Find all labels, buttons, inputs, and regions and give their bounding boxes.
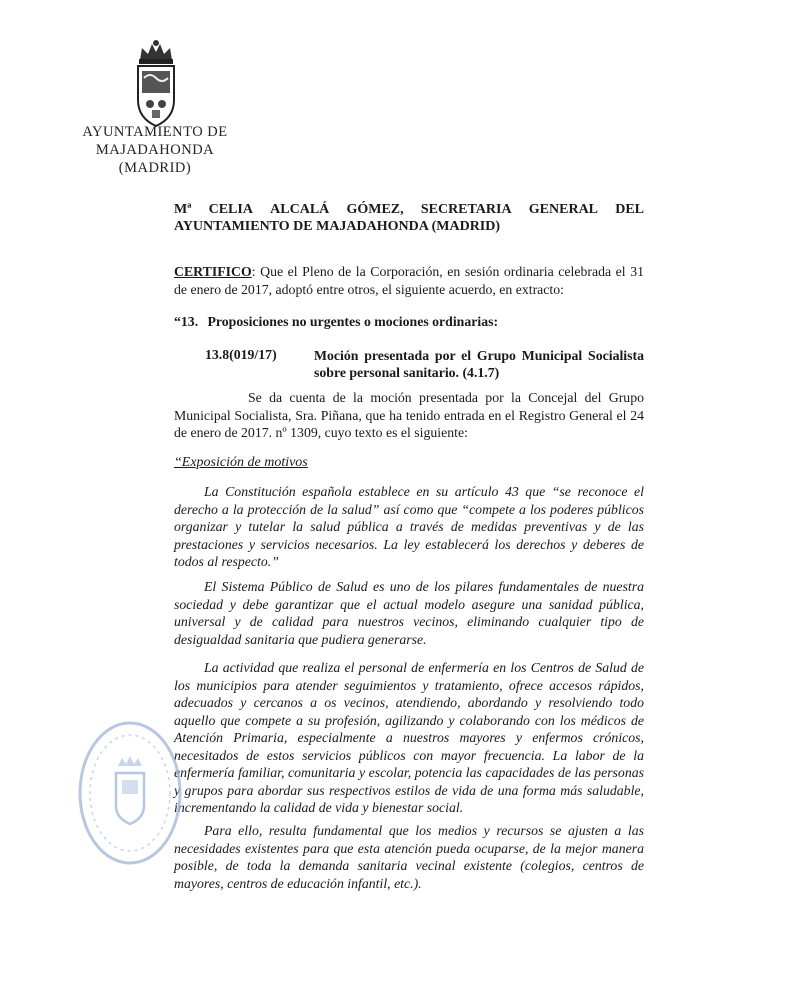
- body-paragraph: La actividad que realiza el personal de enfermería en los Centros de Salud de los municipios para atender seguimientos y tratamiento, ofrece accesos rápidos, adecuados y cercanos a os vecinos, atendiendo, abordando y resolviendo todo aquello que compete a su profesión, agilizando y colaborando con los médicos de Atención Primaria, especialmente a nuestros mayores y enfermos crónicos, necesitados de estos servicios públicos con mayor frecuencia. La labor de la enfermería familiar, comunitaria y escolar, potencia las capacidades de las personas y grupos para abordar sus respectivos estilos de vida de una forma más saludable, incrementando la calidad de vida y bienestar social.: [174, 660, 644, 815]
- document-title: [174, 201, 644, 235]
- coat-of-arms-icon: [130, 38, 182, 128]
- item-title: Moción presentada por el Grupo Municipal Socialista sobre personal sanitario. (4.1.7): [314, 348, 644, 380]
- body-paragraph: El Sistema Público de Salud es uno de los pilares fundamentales de nuestra sociedad y debe garantizar que el actual modelo asegure una sanidad pública, universal y de calidad para nuestros vecinos, eliminando cualquier tipo de desigualdad sanitaria que pudiera generarse.: [174, 579, 644, 647]
- title-word: GÓMEZ,: [346, 202, 404, 217]
- title-line: AYUNTAMIENTO DE MAJADAHONDA (MADRID): [174, 219, 501, 234]
- title-word: CELIA: [208, 202, 253, 217]
- certifico-paragraph: [174, 263, 644, 298]
- municipality-header: [80, 123, 230, 177]
- body-paragraph: Para ello, resulta fundamental que los medios y recursos se ajusten a las necesidades existentes para que esta atención pueda ocuparse, de la mejor manera posible, de toda la demanda sanitaria vecinal existente (colegios, centros de mayores, centros de educación infantil, etc.).: [174, 823, 644, 891]
- title-word: DEL: [615, 202, 644, 217]
- intro-paragraph: Se da cuenta de la moción presentada por la Concejal del Grupo Municipal Socialista, Sra. Piñana, que ha tenido entrada en el Registro General el 24 de enero de 2017. nº 1309, cuyo texto es el siguiente:: [174, 390, 644, 440]
- org-line: (MADRID): [118, 160, 192, 176]
- certifico-label: CERTIFICO: [174, 264, 252, 279]
- item-code: 13.8(019/17): [205, 347, 277, 362]
- title-word: Mª: [174, 202, 192, 217]
- exposicion-heading: “Exposición de motivos: [174, 455, 308, 470]
- title-word: SECRETARIA: [420, 202, 512, 217]
- official-seal-icon: [76, 718, 184, 868]
- title-word: ALCALÁ: [270, 202, 330, 217]
- certifico-text: : Que el Pleno de la Corporación, en sesión ordinaria celebrada el 31 de enero de 2017, adoptó entre otros, el siguiente acuerdo, en extracto:: [174, 264, 644, 297]
- section-heading: [174, 314, 498, 330]
- org-line: AYUNTAMIENTO DE: [82, 124, 228, 140]
- section-heading-text: Proposiciones no urgentes o mociones ordinarias:: [207, 314, 499, 329]
- body-paragraph: La Constitución española establece en su artículo 43 que “se reconoce el derecho a la protección de la salud” así como que “compete a los poderes públicos organizar y tutelar la salud pública a través de medidas preventivas y de las prestaciones y servicios necesarios. La ley establecerá los derechos y deberes de todos al respecto.”: [174, 484, 644, 569]
- section-number: “13.: [174, 314, 199, 329]
- title-word: GENERAL: [528, 202, 599, 217]
- org-line: MAJADAHONDA: [95, 142, 215, 158]
